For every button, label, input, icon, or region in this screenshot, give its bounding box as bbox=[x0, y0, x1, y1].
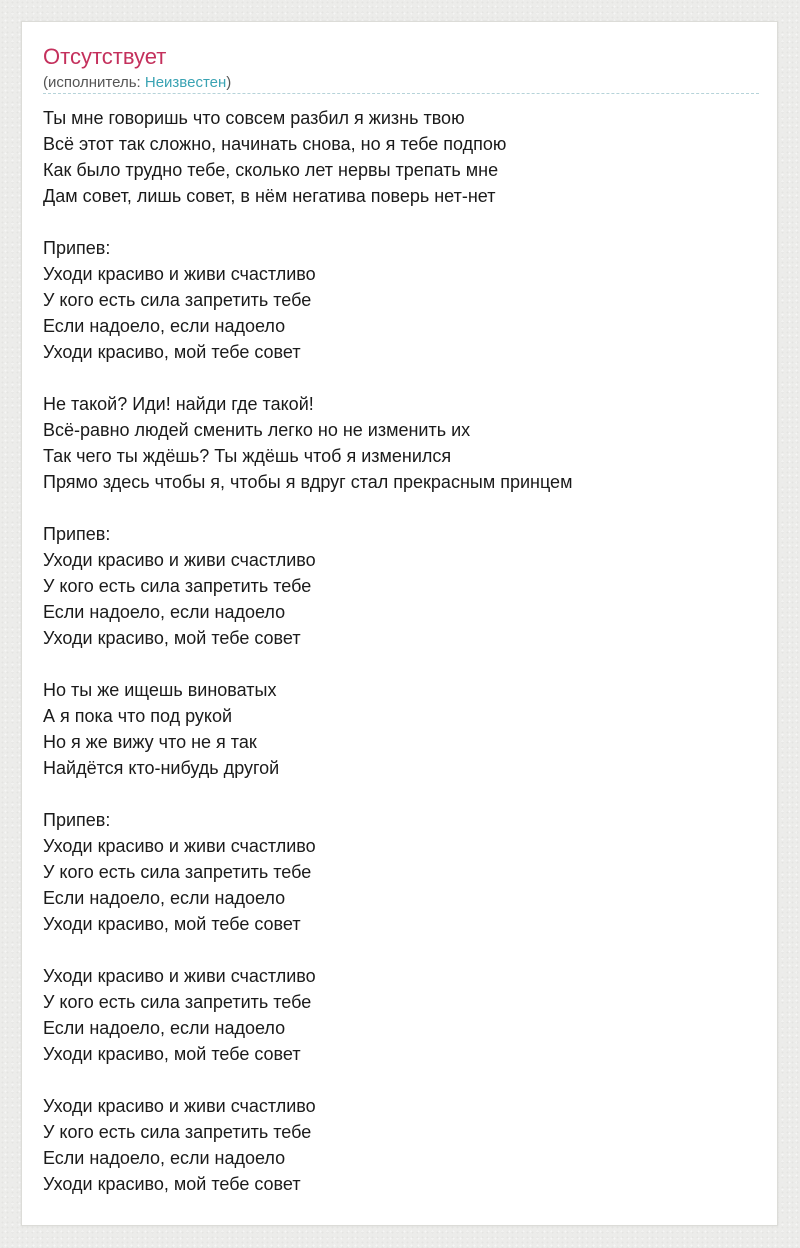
artist-prefix: (исполнитель: bbox=[43, 74, 145, 91]
lyrics-line: Прямо здесь чтобы я, чтобы я вдруг стал прекрасным принцем bbox=[43, 472, 573, 492]
lyrics-line: Найдётся кто-нибудь другой bbox=[43, 758, 280, 778]
lyrics-line: Уходи красиво и живи счастливо bbox=[43, 550, 316, 570]
lyrics-stanza bbox=[43, 105, 759, 209]
lyrics-line: Но ты же ищешь виноватых bbox=[43, 680, 277, 700]
lyrics-line: Уходи красиво и живи счастливо bbox=[43, 1096, 316, 1116]
lyrics-line: У кого есть сила запретить тебе bbox=[43, 576, 312, 596]
lyrics-line: Всё-равно людей сменить легко но не изменить их bbox=[43, 420, 471, 440]
lyrics-stanza bbox=[43, 677, 759, 781]
lyrics-line: У кого есть сила запретить тебе bbox=[43, 992, 312, 1012]
lyrics-line: Как было трудно тебе, сколько лет нервы трепать мне bbox=[43, 160, 499, 180]
lyrics-stanza bbox=[43, 807, 759, 937]
lyrics-stanza bbox=[43, 235, 759, 365]
lyrics-line: Так чего ты ждёшь? Ты ждёшь чтоб я изменился bbox=[43, 446, 452, 466]
lyrics-line: Припев: bbox=[43, 238, 111, 258]
lyrics-line: Если надоело, если надоело bbox=[43, 316, 286, 336]
lyrics-line: Припев: bbox=[43, 524, 111, 544]
lyrics-line: Всё этот так сложно, начинать снова, но я тебе подпою bbox=[43, 134, 507, 154]
lyrics-line: А я пока что под рукой bbox=[43, 706, 233, 726]
artist-line bbox=[43, 73, 231, 93]
song-title: Отсутствует bbox=[43, 44, 167, 69]
lyrics-line: Уходи красиво, мой тебе совет bbox=[43, 1174, 301, 1194]
lyrics-stanza bbox=[43, 391, 759, 495]
lyrics-line: Дам совет, лишь совет, в нём негатива поверь нет-нет bbox=[43, 186, 496, 206]
lyrics-line: Припев: bbox=[43, 810, 111, 830]
lyrics-line: У кого есть сила запретить тебе bbox=[43, 1122, 312, 1142]
lyrics-line: Если надоело, если надоело bbox=[43, 1148, 286, 1168]
artist-suffix: ) bbox=[226, 74, 232, 91]
lyrics-text bbox=[43, 105, 759, 1223]
title-divider bbox=[43, 93, 759, 94]
lyrics-stanza bbox=[43, 963, 759, 1067]
artist-link[interactable]: Неизвестен bbox=[144, 74, 227, 91]
lyrics-line: Уходи красиво и живи счастливо bbox=[43, 264, 316, 284]
lyrics-line: Уходи красиво и живи счастливо bbox=[43, 966, 316, 986]
lyrics-line: У кого есть сила запретить тебе bbox=[43, 290, 312, 310]
lyrics-line: Уходи красиво и живи счастливо bbox=[43, 836, 316, 856]
lyrics-line: Не такой? Иди! найди где такой! bbox=[43, 394, 314, 414]
lyrics-line: Если надоело, если надоело bbox=[43, 1018, 286, 1038]
lyrics-line: Но я же вижу что не я так bbox=[43, 732, 257, 752]
lyrics-line: У кого есть сила запретить тебе bbox=[43, 862, 312, 882]
lyrics-stanza bbox=[43, 1093, 759, 1197]
lyrics-line: Уходи красиво, мой тебе совет bbox=[43, 342, 301, 362]
lyrics-line: Если надоело, если надоело bbox=[43, 888, 286, 908]
lyrics-stanza bbox=[43, 521, 759, 651]
lyrics-line: Уходи красиво, мой тебе совет bbox=[43, 914, 301, 934]
lyrics-card bbox=[21, 21, 778, 1226]
lyrics-line: Уходи красиво, мой тебе совет bbox=[43, 628, 301, 648]
lyrics-line: Уходи красиво, мой тебе совет bbox=[43, 1044, 301, 1064]
lyrics-line: Если надоело, если надоело bbox=[43, 602, 286, 622]
lyrics-line: Ты мне говоришь что совсем разбил я жизнь твою bbox=[43, 108, 465, 128]
